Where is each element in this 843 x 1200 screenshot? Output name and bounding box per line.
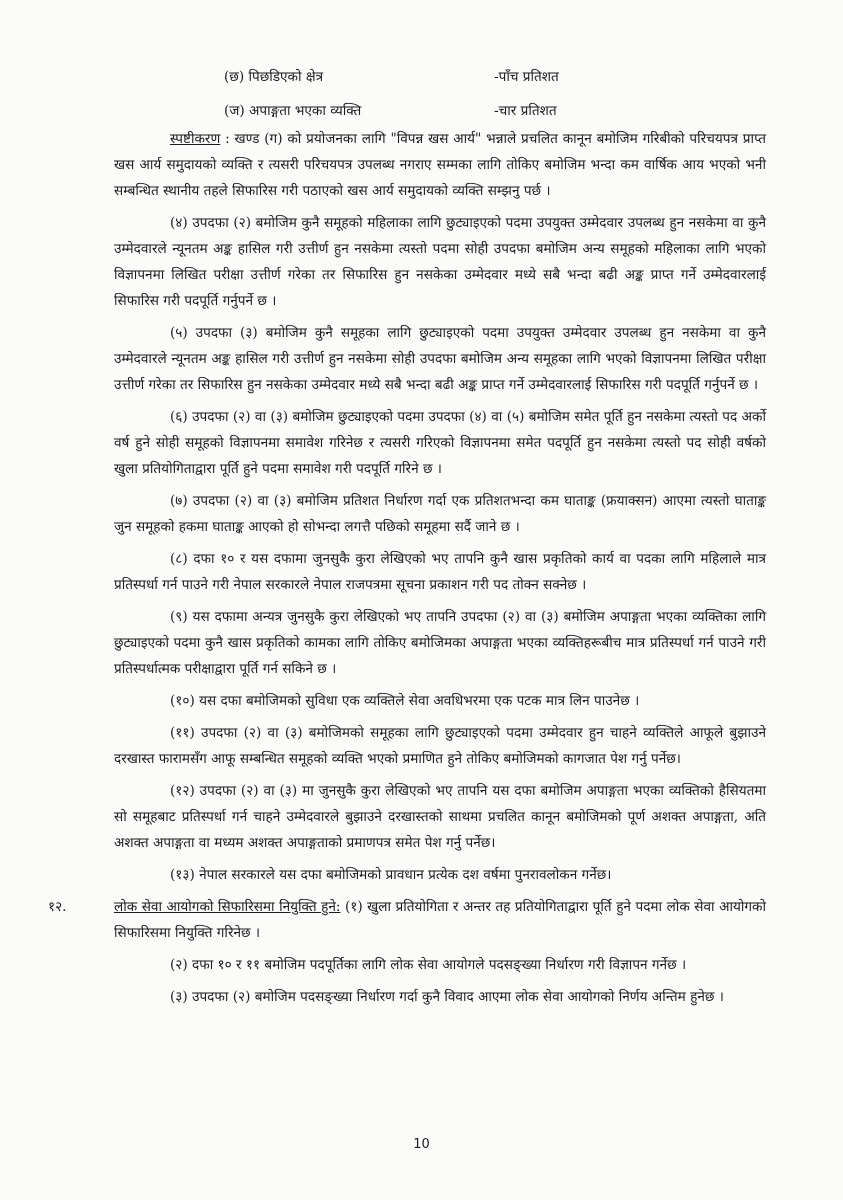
section-12-sub-3: (३) उपदफा (२) बमोजिम पदसङ्ख्या निर्धारण गर्दा कुनै विवाद आएमा लोक सेवा आयोगको निर्णय अन्तिम हुनेछ । [170, 989, 724, 1005]
subsection-7: (७) उपदफा (२) वा (३) बमोजिम प्रतिशत निर्धारण गर्दा एक प्रतिशतभन्दा कम घाताङ्क (फ्रयाक्सन) आएमा त्यस्तो घाताङ्क जुन समूहको हकमा घाताङ्क आएको हो सोभन्दा लगत्तै पछिको समूहमा सर्दै जाने छ । [114, 493, 766, 535]
subsection-12: (१२) उपदफा (२) वा (३) मा जुनसुकै कुरा लेखिएको भए तापनि यस दफा बमोजिम अपाङ्गता भएका व्यक्तिको हैसियतमा सो समूहबाट प्रतिस्पर्धा गर्न चाहने उम्मेदवारले बुझाउने दरखास्तको साथमा प्रचलित कानून बमोजिमको पूर्ण अशक्त अपाङ्गता, अति अशक्त अपाङ्गता वा मध्यम अशक्त अपाङ्गताको प्रमाणपत्र समेत पेश गर्नु पर्नेछ। [114, 783, 766, 851]
subsection-4: (४) उपदफा (२) बमोजिम कुनै समूहको महिलाका लागि छुट्याइएको पदमा उपयुक्त उम्मेदवार उपलब्ध हुन नसकेमा वा कुनै उम्मेदवारले न्यूनतम अङ्क हासिल गरी उत्तीर्ण हुन नसकेमा त्यस्तो पदमा सोही उपदफा बमोजिम अन्य समूहको महिलाका लागि भएको विज्ञापनमा लिखित परीक्षा उत्तीर्ण गरेका तर सिफारिस हुन नसकेका उम्मेदवार मध्ये सबै भन्दा बढी अङ्क प्राप्त गर्ने उम्मेदवारलाई सिफारिस गरी पदपूर्ति गर्नुपर्ने छ । [114, 215, 766, 309]
subsection-9: (९) यस दफामा अन्यत्र जुनसुकै कुरा लेखिएको भए तापनि उपदफा (२) वा (३) बमोजिम अपाङ्गता भएका व्यक्तिका लागि छुट्याइएको पदमा कुनै खास प्रकृतिको कामका लागि तोकिए बमोजिमका अपाङ्गता भएका व्यक्तिहरूबीच मात्र प्रतिस्पर्धा गर्न पाउने गरी प्रतिस्पर्धात्मक परीक्षाद्वारा पूर्ति गर्न सकिने छ । [114, 609, 766, 677]
list-item-label: (छ) पिछडिएको क्षेत्र [224, 69, 324, 85]
explanation-heading: स्पष्टीकरण [170, 131, 221, 147]
section-12 [48, 894, 766, 946]
subsection-8: (८) दफा १० र यस दफामा जुनसुकै कुरा लेखिएको भए तापनि कुनै खास प्रकृतिको कार्य वा पदका लागि महिलाले मात्र प्रतिस्पर्धा गर्न पाउने गरी नेपाल सरकारले नेपाल राजपत्रमा सूचना प्रकाशन गरी पद तोक्न सक्नेछ । [114, 551, 766, 593]
subsection-10: (१०) यस दफा बमोजिमको सुविधा एक व्यक्तिले सेवा अवधिभरमा एक पटक मात्र लिन पाउनेछ । [170, 693, 640, 709]
list-item [114, 58, 766, 92]
section-heading: लोक सेवा आयोगको सिफारिसमा नियुक्ति हुने: [114, 899, 341, 915]
section-number: १२. [48, 899, 67, 915]
subsection-11: (११) उपदफा (२) वा (३) बमोजिमको समूहका लागि छुट्याइएको पदमा उम्मेदवार हुन चाहने व्यक्तिले आफूले बुझाउने दरखास्त फारामसँग आफू सम्बन्धित समूहको व्यक्ति भएको प्रमाणित हुने तोकिए बमोजिमको कागजात पेश गर्नु पर्नेछ। [114, 725, 766, 767]
explanation-text: : खण्ड (ग) को प्रयोजनका लागि "विपन्न खस आर्य" भन्नाले प्रचलित कानून बमोजिम गरिबीको परिचयपत्र प्राप्त खस आर्य समुदायको व्यक्ति र त्यसरी परिचयपत्र उपलब्ध नगराए सम्मका लागि तोकिए बमोजिम भन्दा कम वार्षिक आय भएको भनी सम्बन्धित स्थानीय तहले सिफारिस गरी पठाएको खस आर्य समुदायको व्यक्ति सम्झनु पर्छ । [114, 131, 766, 199]
list-item-label: (ज) अपाङ्गता भएका व्यक्ति [224, 103, 362, 119]
explanation-paragraph [114, 126, 766, 204]
subsection-6: (६) उपदफा (२) वा (३) बमोजिम छुट्याइएको पदमा उपदफा (४) वा (५) बमोजिम समेत पूर्ति हुन नसकेमा त्यस्तो पद अर्को वर्ष हुने सोही समूहको विज्ञापनमा समावेश गरिनेछ र त्यसरी गरिएको विज्ञापनमा समेत पदपूर्ति हुन नसकेमा त्यस्तो पद सोही वर्षको खुला प्रतियोगिताद्वारा पूर्ति हुने पदमा समावेश गरी पदपूर्ति गरिने छ । [114, 409, 766, 477]
section-text: (१) खुला प्रतियोगिता र अन्तर तह प्रतियोगिताद्वारा पूर्ति हुने पदमा लोक सेवा आयोगको सिफारिसमा नियुक्ति गरिनेछ । [114, 899, 766, 941]
document-body [48, 58, 766, 1016]
page-number: 10 [413, 1137, 430, 1152]
list-item-value: -चार प्रतिशत [494, 103, 557, 119]
section-12-sub-2: (२) दफा १० र ११ बमोजिम पदपूर्तिका लागि लोक सेवा आयोगले पदसङ्ख्या निर्धारण गरी विज्ञापन गर्नेछ । [170, 957, 687, 973]
list-item-value: -पाँच प्रतिशत [494, 69, 559, 85]
subsection-5: (५) उपदफा (३) बमोजिम कुनै समूहका लागि छुट्याइएको पदमा उपयुक्त उम्मेदवार उपलब्ध हुन नसकेमा वा कुनै उम्मेदवारले न्यूनतम अङ्क हासिल गरी उत्तीर्ण हुन नसकेमा सोही उपदफा बमोजिम अन्य समूहका लागि भएको विज्ञापनमा लिखित परीक्षा उत्तीर्ण गरेका तर सिफारिस हुन नसकेका उम्मेदवार मध्ये सबै भन्दा बढी अङ्क प्राप्त गर्ने उम्मेदवारलाई सिफारिस गरी पदपूर्ति गर्नुपर्ने छ । [114, 325, 766, 393]
list-item [114, 92, 766, 126]
subsection-13: (१३) नेपाल सरकारले यस दफा बमोजिमको प्रावधान प्रत्येक दश वर्षमा पुनरावलोकन गर्नेछ। [170, 867, 612, 883]
